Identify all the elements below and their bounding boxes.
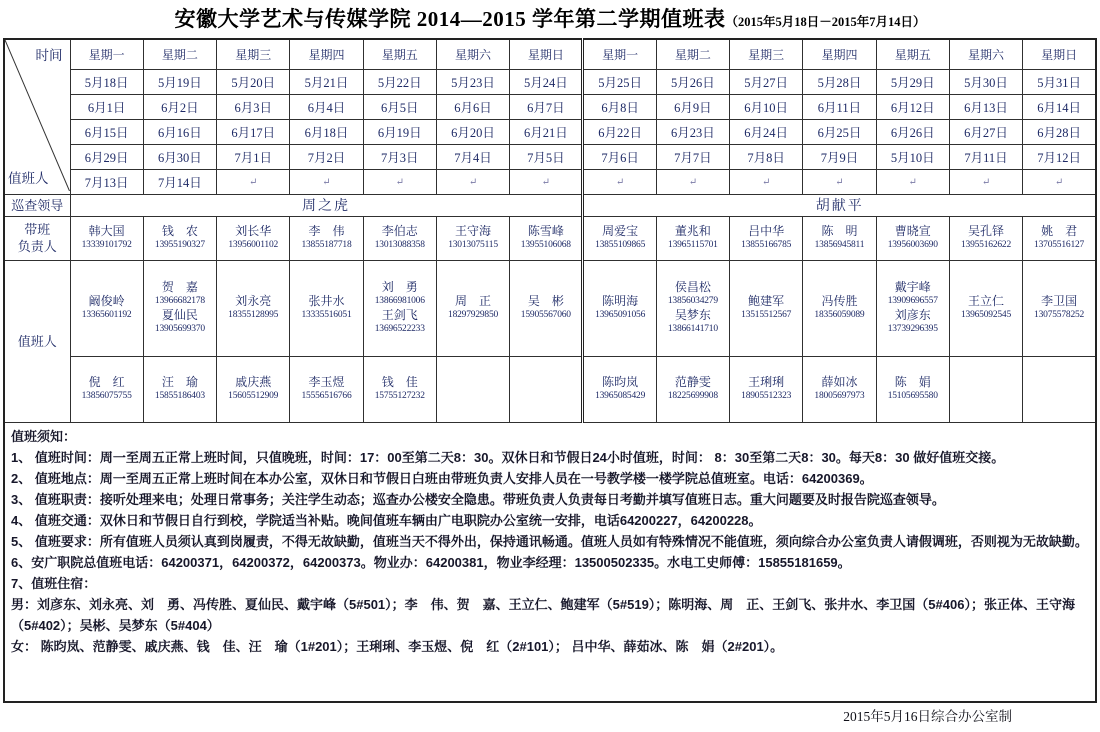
person-phone: 15755127232 — [374, 391, 425, 401]
paragraph-mark-icon: ↵ — [688, 177, 698, 188]
person-name: 李 伟 — [308, 224, 345, 238]
empty-date-cell — [217, 169, 290, 194]
date-cell: 5月21日 — [290, 69, 363, 94]
date-cell: 6月3日 — [217, 94, 290, 119]
duty-person-row-1 — [4, 260, 1096, 356]
date-cell: 6月7日 — [510, 94, 583, 119]
empty-date-cell — [363, 169, 436, 194]
duty-person-cell — [363, 260, 436, 356]
date-cell: 6月16日 — [143, 119, 216, 144]
date-cell: 5月23日 — [436, 69, 509, 94]
note-line: 6、安广职院总值班电话：64200371，64200372，64200373。物业办：64200381，物业李经理：13500502335。水电工史师傅：15855181659。 — [11, 554, 851, 570]
date-cell: 5月28日 — [803, 69, 876, 94]
person-phone: 13013088358 — [374, 240, 425, 250]
date-cell: 6月26日 — [876, 119, 949, 144]
person-phone: 13956003690 — [887, 240, 938, 250]
empty-duty-cell — [1023, 356, 1096, 422]
date-cell: 6月17日 — [217, 119, 290, 144]
weekday-header: 星期六 — [949, 39, 1022, 69]
weekday-header: 星期四 — [803, 39, 876, 69]
person-name: 刘彦东 — [894, 308, 931, 322]
inspection-leader-row — [4, 194, 1096, 216]
date-cell: 6月23日 — [656, 119, 729, 144]
person-phone: 13075578252 — [1034, 310, 1085, 320]
person-phone: 18356059089 — [814, 310, 865, 320]
date-cell: 6月6日 — [436, 94, 509, 119]
person-name: 贺 嘉 — [161, 280, 198, 294]
date-cell: 6月1日 — [70, 94, 143, 119]
date-cell: 6月10日 — [730, 94, 803, 119]
paragraph-mark-icon: ↵ — [761, 177, 771, 188]
person-name: 刘长华 — [235, 224, 272, 238]
duty-person-cell — [70, 356, 143, 422]
empty-duty-cell — [510, 356, 583, 422]
person-name: 王守海 — [455, 224, 492, 238]
person-name: 刘 勇 — [381, 280, 418, 294]
paragraph-mark-icon: ↵ — [908, 177, 917, 188]
person-name: 李伯志 — [381, 224, 418, 238]
page-title — [0, 3, 1100, 33]
weekday-header: 星期一 — [70, 39, 143, 69]
shift-leader-cell — [290, 216, 363, 260]
duty-person-cell — [876, 260, 949, 356]
person-phone: 13965085429 — [595, 391, 646, 401]
date-cell: 6月18日 — [290, 119, 363, 144]
date-cell: 6月9日 — [656, 94, 729, 119]
date-cell: 6月14日 — [1023, 94, 1096, 119]
date-cell: 7月11日 — [949, 144, 1022, 169]
shift-leader-cell — [363, 216, 436, 260]
person-name: 阚俊岭 — [88, 294, 125, 308]
weekday-header: 星期二 — [656, 39, 729, 69]
roster-date-range: （2015年5月18日－2015年7月14日） — [725, 15, 926, 29]
person-name: 周 正 — [455, 294, 492, 308]
weekday-header: 星期日 — [1023, 39, 1096, 69]
notes-row — [4, 422, 1096, 702]
person-phone: 13956001102 — [228, 240, 279, 250]
person-name: 陈雪峰 — [527, 224, 564, 238]
person-name: 王剑飞 — [381, 308, 418, 322]
person-phone: 13705516127 — [1034, 240, 1085, 250]
date-cell: 7月3日 — [363, 144, 436, 169]
person-name: 倪 红 — [88, 375, 125, 389]
shift-leader-cell — [583, 216, 656, 260]
person-name: 曹晓宣 — [894, 224, 931, 238]
date-cell: 6月4日 — [290, 94, 363, 119]
inspection-leader-left: 周之虎 — [70, 194, 583, 216]
person-name: 韩大国 — [88, 224, 125, 238]
date-cell: 7月4日 — [436, 144, 509, 169]
note-line: 4、 值班交通：双休日和节假日自行到校，学院适当补贴。晚间值班车辆由广电职院办公室统一安排，电话64200227，64200228。 — [11, 512, 762, 528]
duty-person-cell — [436, 260, 509, 356]
date-cell: 5月27日 — [730, 69, 803, 94]
duty-person-cell — [730, 260, 803, 356]
person-name: 吴孔铎 — [968, 224, 1005, 238]
note-line: 3、 值班职责：接听处理来电；处理日常事务；关注学生动态；巡查办公楼安全隐患。带班负责人负责每日考勤并填写值班日志。重大问题要及时报告院巡查领导。 — [11, 491, 945, 507]
inspection-leader-right: 胡献平 — [583, 194, 1096, 216]
shift-leader-cell — [436, 216, 509, 260]
note-line: 2、 值班地点：周一至周五正常上班时间在本办公室，双休日和节假日白班由带班负责人安排人员在一号教学楼一楼学院总值班室。电话：64200369。 — [11, 470, 873, 486]
empty-date-cell — [1023, 169, 1096, 194]
date-row — [4, 144, 1096, 169]
date-cell: 6月25日 — [803, 119, 876, 144]
weekday-header-row — [4, 39, 1096, 69]
date-cell: 6月28日 — [1023, 119, 1096, 144]
date-cell: 6月8日 — [583, 94, 656, 119]
person-phone: 13855109865 — [595, 240, 646, 250]
date-cell: 7月12日 — [1023, 144, 1096, 169]
duty-person-cell — [217, 356, 290, 422]
empty-date-cell — [876, 169, 949, 194]
duty-person-cell — [803, 356, 876, 422]
person-phone: 13966682178 — [154, 296, 205, 306]
person-phone: 13339101792 — [81, 240, 132, 250]
person-phone: 18005697973 — [814, 391, 865, 401]
person-name: 钱 农 — [161, 224, 198, 238]
duty-person-cell — [730, 356, 803, 422]
date-cell: 6月20日 — [436, 119, 509, 144]
duty-person-cell — [217, 260, 290, 356]
person-phone: 15605512909 — [228, 391, 279, 401]
date-cell: 6月15日 — [70, 119, 143, 144]
duty-person-cell — [1023, 260, 1096, 356]
weekday-header: 星期一 — [583, 39, 656, 69]
date-cell: 5月30日 — [949, 69, 1022, 94]
person-name: 董兆和 — [674, 224, 711, 238]
person-name: 范静雯 — [674, 375, 711, 389]
note-line: 5、 值班要求：所有值班人员须认真到岗履责，不得无故缺勤，值班当天不得外出，保持通讯畅通。值班人员如有特殊情况不能值班，须向综合办公室负责人请假调班，否则视为无故缺勤。 — [11, 533, 1088, 549]
person-phone: 15855186403 — [154, 391, 205, 401]
footer-issuer: 2015年5月16日综合办公室制 — [843, 709, 1012, 724]
shift-leader-cell — [143, 216, 216, 260]
date-cell: 7月2日 — [290, 144, 363, 169]
person-name: 张井水 — [308, 294, 345, 308]
duty-person-cell — [363, 356, 436, 422]
person-name: 周爱宝 — [602, 224, 639, 238]
duty-person-cell — [876, 356, 949, 422]
duty-person-cell — [290, 260, 363, 356]
person-phone: 13856945811 — [814, 240, 865, 250]
duty-person-cell — [949, 260, 1022, 356]
date-cell: 7月13日 — [70, 169, 143, 194]
person-phone: 15905567060 — [520, 310, 571, 320]
note-line: 男：刘彦东、刘永亮、刘 勇、冯传胜、夏仙民、戴宇峰（5#501）；李 伟、贺 嘉、王立仁、鲍建军（5#519）；陈明海、周 正、王剑飞、张井水、李卫国（5#406）；张正体、王守海（5#402）；吴彬、吴梦东（5#404） — [11, 596, 1075, 633]
person-phone: 18355128995 — [228, 310, 279, 320]
duty-person-cell — [143, 260, 216, 356]
date-cell: 6月19日 — [363, 119, 436, 144]
date-cell: 5月26日 — [656, 69, 729, 94]
person-name: 吴梦东 — [674, 308, 711, 322]
date-cell: 7月7日 — [656, 144, 729, 169]
person-phone: 13855187718 — [301, 240, 352, 250]
shift-leader-cell — [1023, 216, 1096, 260]
paragraph-mark-icon: ↵ — [468, 177, 478, 188]
shift-leader-cell — [803, 216, 876, 260]
person-name: 刘永亮 — [235, 294, 272, 308]
paragraph-mark-icon: ↵ — [322, 177, 331, 188]
person-name: 陈 明 — [821, 224, 858, 238]
person-phone: 13909696557 — [887, 296, 938, 306]
person-phone: 15105695580 — [887, 391, 938, 401]
corner-cell — [4, 39, 70, 194]
duty-person-cell — [803, 260, 876, 356]
person-phone: 18905512323 — [741, 391, 792, 401]
date-cell: 7月5日 — [510, 144, 583, 169]
shift-leader-label-line2: 负责人 — [17, 239, 57, 254]
paragraph-mark-icon: ↵ — [835, 177, 844, 188]
person-name: 戴宇峰 — [894, 280, 931, 294]
duty-person-row-2 — [4, 356, 1096, 422]
note-line: 女： 陈昀岚、范静雯、戚庆燕、钱 佳、汪 瑜（1#201）；王琍琍、李玉煜、倪 红（2#101）； 吕中华、薛茹冰、陈 娟（2#201）。 — [11, 638, 784, 654]
person-name: 吕中华 — [748, 224, 785, 238]
weekday-header: 星期五 — [876, 39, 949, 69]
shift-leader-label — [4, 216, 70, 260]
empty-date-cell — [656, 169, 729, 194]
date-cell: 6月5日 — [363, 94, 436, 119]
date-cell: 6月21日 — [510, 119, 583, 144]
date-cell: 7月6日 — [583, 144, 656, 169]
paragraph-mark-icon: ↵ — [1054, 177, 1064, 188]
person-name: 王立仁 — [968, 294, 1005, 308]
date-row — [4, 94, 1096, 119]
duty-person-cell — [583, 260, 656, 356]
inspection-leader-label: 巡查领导 — [4, 194, 70, 216]
duty-person-cell — [656, 356, 729, 422]
empty-date-cell — [290, 169, 363, 194]
note-line: 7、值班住宿： — [11, 575, 97, 591]
person-phone: 13335516051 — [301, 310, 352, 320]
person-phone: 13965091056 — [595, 310, 646, 320]
date-cell: 6月27日 — [949, 119, 1022, 144]
paragraph-mark-icon: ↵ — [981, 177, 991, 188]
person-name: 陈明海 — [602, 294, 639, 308]
paragraph-mark-icon: ↵ — [249, 177, 258, 188]
person-name: 汪 瑜 — [161, 375, 198, 389]
date-cell: 5月31日 — [1023, 69, 1096, 94]
duty-person-label: 值班人 — [4, 260, 70, 422]
person-name: 冯传胜 — [821, 294, 858, 308]
note-line: 1、 值班时间：周一至周五正常上班时间，只值晚班，时间：17：00至第二天8：30。双休日和节假日24小时值班，时间： 8：30至第二天8：30。每天8：30 做好值班交接。 — [11, 449, 1005, 465]
person-name: 钱 佳 — [381, 375, 418, 389]
date-row — [4, 69, 1096, 94]
duty-person-cell — [583, 356, 656, 422]
empty-date-cell — [436, 169, 509, 194]
shift-leader-cell — [949, 216, 1022, 260]
weekday-header: 星期二 — [143, 39, 216, 69]
weekday-header: 星期五 — [363, 39, 436, 69]
date-cell: 6月11日 — [803, 94, 876, 119]
person-phone: 13905699370 — [154, 324, 205, 334]
duty-notes — [4, 422, 1096, 702]
person-phone: 13955106068 — [520, 240, 571, 250]
weekday-header: 星期六 — [436, 39, 509, 69]
empty-date-cell — [803, 169, 876, 194]
date-row — [4, 119, 1096, 144]
empty-date-cell — [730, 169, 803, 194]
empty-duty-cell — [436, 356, 509, 422]
person-phone: 13856075755 — [81, 391, 132, 401]
person-name: 王琍琍 — [748, 375, 785, 389]
person-name: 陈 娟 — [894, 375, 931, 389]
date-cell: 5月19日 — [143, 69, 216, 94]
person-name: 鲍建军 — [748, 294, 785, 308]
person-phone: 18225699908 — [667, 391, 718, 401]
person-name: 姚 君 — [1041, 224, 1078, 238]
person-name: 戚庆燕 — [235, 375, 272, 389]
person-name: 李玉煜 — [308, 375, 345, 389]
date-cell: 6月13日 — [949, 94, 1022, 119]
person-phone: 13866981006 — [374, 296, 425, 306]
paragraph-mark-icon: ↵ — [615, 177, 625, 188]
duty-person-cell — [510, 260, 583, 356]
person-phone: 13696522233 — [374, 324, 425, 334]
weekday-header: 星期三 — [730, 39, 803, 69]
empty-date-cell — [510, 169, 583, 194]
person-phone: 13955190327 — [154, 240, 205, 250]
date-cell: 6月12日 — [876, 94, 949, 119]
person-name: 陈昀岚 — [602, 375, 639, 389]
person-name: 吴 彬 — [527, 294, 564, 308]
date-cell: 6月22日 — [583, 119, 656, 144]
empty-date-cell — [949, 169, 1022, 194]
date-cell: 7月14日 — [143, 169, 216, 194]
person-name: 侯昌松 — [674, 280, 711, 294]
date-cell: 5月29日 — [876, 69, 949, 94]
paragraph-mark-icon: ↵ — [541, 177, 551, 188]
shift-leader-cell — [510, 216, 583, 260]
empty-date-cell — [583, 169, 656, 194]
corner-time-label: 时间 — [35, 48, 63, 63]
person-name: 夏仙民 — [161, 308, 198, 322]
date-cell: 6月2日 — [143, 94, 216, 119]
date-cell: 5月22日 — [363, 69, 436, 94]
shift-leader-cell — [730, 216, 803, 260]
notes-heading: 值班须知： — [11, 428, 77, 444]
shift-leader-row — [4, 216, 1096, 260]
person-phone: 13739296395 — [887, 324, 938, 334]
person-name: 李卫国 — [1041, 294, 1078, 308]
duty-person-cell — [290, 356, 363, 422]
person-phone: 13515512567 — [741, 310, 792, 320]
shift-leader-cell — [656, 216, 729, 260]
date-cell: 5月10日 — [876, 144, 949, 169]
weekday-header: 星期三 — [217, 39, 290, 69]
date-cell: 7月9日 — [803, 144, 876, 169]
duty-person-cell — [143, 356, 216, 422]
weekday-header: 星期日 — [510, 39, 583, 69]
duty-person-cell — [70, 260, 143, 356]
person-phone: 13013075115 — [448, 240, 498, 250]
person-phone: 13365601192 — [81, 310, 132, 320]
weekday-header: 星期四 — [290, 39, 363, 69]
date-cell: 5月18日 — [70, 69, 143, 94]
roster-title: 安徽大学艺术与传媒学院 2014—2015 学年第二学期值班表 — [174, 7, 726, 31]
date-cell: 6月24日 — [730, 119, 803, 144]
person-phone: 13855166785 — [741, 240, 792, 250]
date-cell: 6月30日 — [143, 144, 216, 169]
shift-leader-cell — [217, 216, 290, 260]
date-cell: 5月24日 — [510, 69, 583, 94]
person-phone: 15556516766 — [301, 391, 352, 401]
empty-duty-cell — [949, 356, 1022, 422]
person-phone: 13965092545 — [960, 310, 1012, 320]
shift-leader-cell — [70, 216, 143, 260]
duty-person-cell — [656, 260, 729, 356]
date-row — [4, 169, 1096, 194]
date-cell: 6月29日 — [70, 144, 143, 169]
shift-leader-cell — [876, 216, 949, 260]
paragraph-mark-icon: ↵ — [395, 177, 404, 188]
duty-roster-table — [3, 38, 1097, 703]
corner-person-label: 值班人 — [8, 171, 49, 186]
person-phone: 13965115701 — [668, 240, 718, 250]
person-phone: 13955162622 — [960, 240, 1012, 250]
date-cell: 7月8日 — [730, 144, 803, 169]
person-name: 薛如冰 — [821, 375, 858, 389]
person-phone: 13866141710 — [667, 324, 718, 334]
shift-leader-label-line1: 带班 — [24, 222, 51, 237]
date-cell: 5月20日 — [217, 69, 290, 94]
person-phone: 13856034279 — [667, 296, 718, 306]
date-cell: 7月1日 — [217, 144, 290, 169]
date-cell: 5月25日 — [583, 69, 656, 94]
person-phone: 18297929850 — [448, 310, 499, 320]
